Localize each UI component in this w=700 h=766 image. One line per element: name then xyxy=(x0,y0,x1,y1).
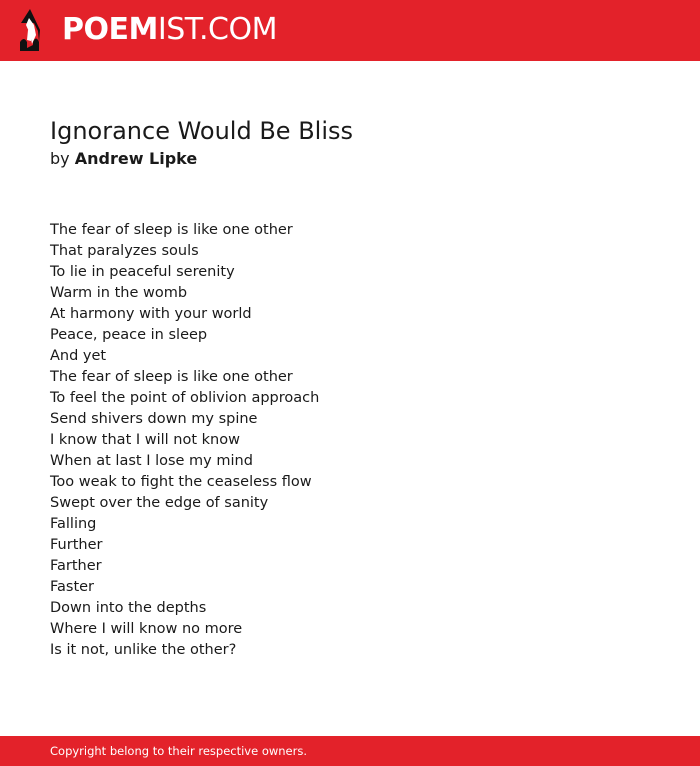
poem-line: Send shivers down my spine xyxy=(50,411,258,427)
poem-line: Peace, peace in sleep xyxy=(50,327,208,343)
poem-line: Where I will know no more xyxy=(50,621,243,637)
poem-line: To feel the point of oblivion approach xyxy=(50,390,320,406)
poem-author: Andrew Lipke xyxy=(74,149,198,168)
pencil-icon xyxy=(16,9,44,51)
poem-line: Too weak to fight the ceaseless flow xyxy=(50,474,312,490)
poem-line: At harmony with your world xyxy=(50,306,252,322)
poem-line: Faster xyxy=(50,579,95,595)
logo-wordmark xyxy=(62,9,277,51)
poem-line: Is it not, unlike the other? xyxy=(50,642,237,658)
logo-wordmark-light: IST.COM xyxy=(157,12,277,47)
poem-line: Further xyxy=(50,537,103,553)
poem-line: Warm in the womb xyxy=(50,285,188,301)
poem-line: That paralyzes souls xyxy=(50,243,199,259)
poem-byline xyxy=(50,149,650,169)
logo-wordmark-bold: POEM xyxy=(62,12,158,47)
poem-line: Falling xyxy=(50,516,97,532)
poem-line: When at last I lose my mind xyxy=(50,453,253,469)
poem-body xyxy=(50,220,650,661)
poem-line: I know that I will not know xyxy=(50,432,240,448)
site-header xyxy=(0,0,700,61)
poem-line: To lie in peaceful serenity xyxy=(50,264,235,280)
site-footer xyxy=(0,736,700,766)
by-label: by xyxy=(50,149,70,168)
poem-line: And yet xyxy=(50,348,107,364)
site-logo-link[interactable] xyxy=(16,9,277,51)
poem-line: Swept over the edge of sanity xyxy=(50,495,269,511)
poem-line: Down into the depths xyxy=(50,600,207,616)
poem-line: Farther xyxy=(50,558,102,574)
poem-line: The fear of sleep is like one other xyxy=(50,222,293,238)
copyright-text: Copyright belong to their respective owners. xyxy=(50,744,308,758)
poem-line: The fear of sleep is like one other xyxy=(50,369,293,385)
poem-title: Ignorance Would Be Bliss xyxy=(50,117,353,145)
poem-content xyxy=(50,115,650,661)
